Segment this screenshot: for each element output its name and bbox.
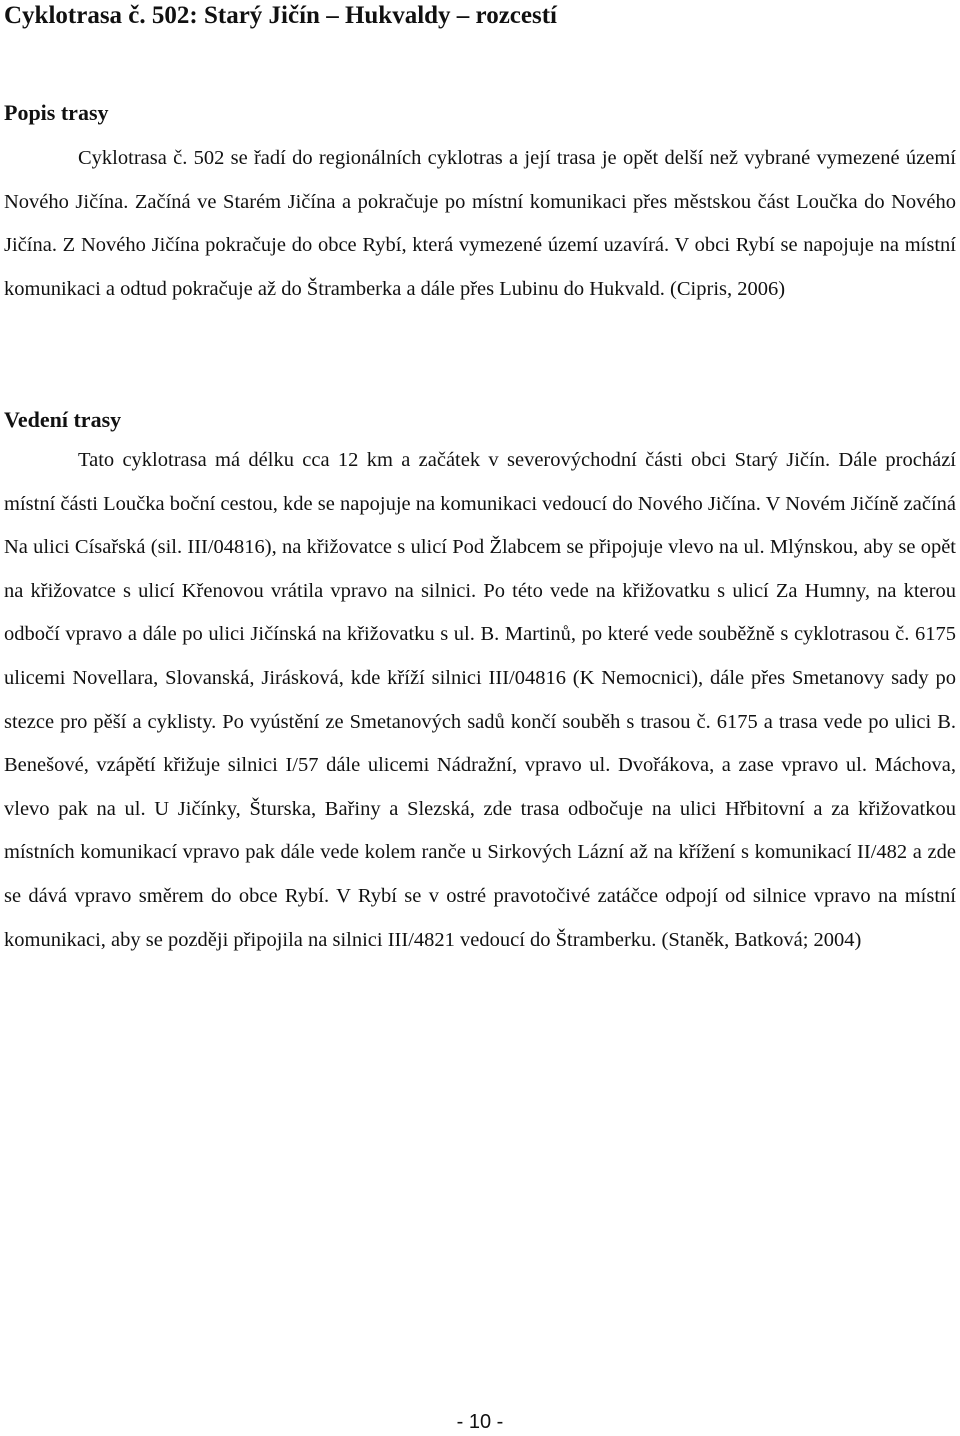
section-body-popis-trasy: Cyklotrasa č. 502 se řadí do regionálních cyklotras a její trasa je opět delší než vybrané vymezené území Nového Jičína. Začíná ve Starém Jičína a pokračuje po místní komunikaci přes městskou část Loučka do Nového Jičína. Z Nového Jičína pokračuje do obce Rybí, která vymezené území uzavírá. V obci Rybí se napojuje na místní komunikaci a odtud pokračuje až do Štramberka a dále přes Lubinu do Hukvald. (Cipris, 2006) [4,147,956,300]
section-body-vedeni-trasy: Tato cyklotrasa má délku cca 12 km a začátek v severovýchodní části obci Starý Jičín. Dále prochází místní části Loučka boční cestou, kde se napojuje na komunikaci vedoucí do Nového Jičína. V Novém Jičíně začíná Na ulici Císařská (sil. III/04816), na křižovatce s ulicí Pod Žlabcem se připojuje vlevo na ul. Mlýnskou, aby se opět na křižovatce s ulicí Křenovou vrátila vpravo na silnici. Po této vede na křižovatku s ulicí Za Humny, na kterou odbočí vpravo a dále po ulici Jičínská na křižovatku s ul. B. Martinů, po které vede souběžně s cyklotrasou č. 6175 ulicemi Novellara, Slovanská, Jirásková, kde kříží silnici III/04816 (K Nemocnici), dále přes Smetanovy sady po stezce pro pěší a cyklisty. Po vyústění ze Smetanových sadů končí souběh s trasou č. 6175 a trasa vede po ulici B. Benešové, vzápětí křižuje silnici I/57 dále ulicemi Nádražní, vpravo ul. Dvořákova, a zase vpravo ul. Máchova, vlevo pak na ul. U Jičínky, Šturska, Bařiny a Slezská, zde trasa odbočuje na ulici Hřbitovní a za křižovatkou místních komunikací vpravo pak dále vede kolem ranče u Sirkových Lázní až na křížení s komunikací II/482 a zde se dává vpravo směrem do obce Rybí. V Rybí se v ostré pravotočivé zatáčce odpojí od silnice vpravo na místní komunikaci, aby se později připojila na silnici III/4821 vedoucí do Štramberku. (Staněk, Batková; 2004) [4,449,956,951]
section-heading-popis-trasy: Popis trasy [4,100,109,125]
page-number: - 10 - [456,1411,504,1433]
page-title: Cyklotrasa č. 502: Starý Jičín – Hukvaldy – rozcestí [4,2,557,29]
section-heading-vedeni-trasy: Vedení trasy [4,407,122,432]
